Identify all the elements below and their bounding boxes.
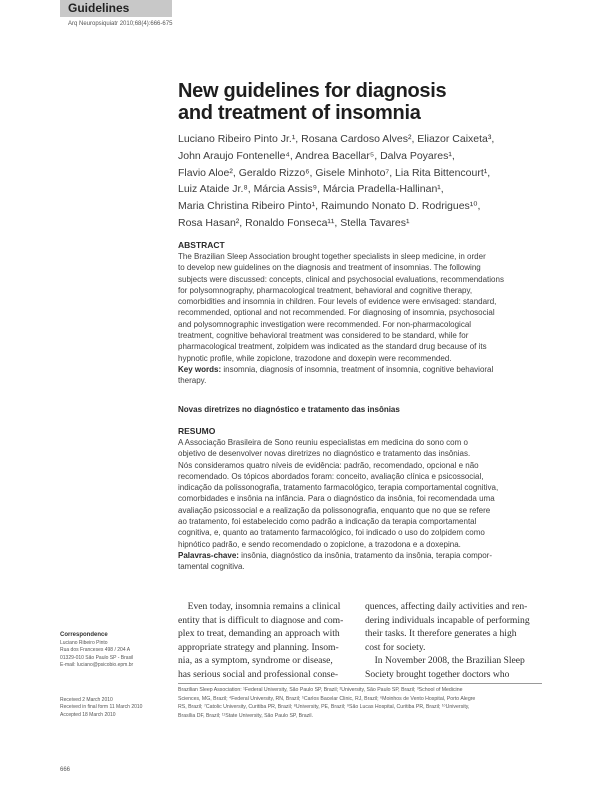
date-line: Received in final form 11 March 2010 — [60, 704, 143, 711]
affiliation-line: Sciences, MG, Brazil; ⁴Federal University, RN, Brazil; ⁵Carlos Bacelar Clinic, RJ, Brazil; ⁶Moinhos de Vento Hospital, Porto Alegre — [178, 695, 476, 702]
palavras-chave-label: Palavras-chave: — [178, 550, 239, 560]
abstract-keywords-cont: therapy. — [178, 376, 207, 386]
resumo-line: indicação da polissonografia, tratamento farmacológico, terapia comportamental cognitiva, — [178, 483, 499, 493]
keywords-text: insomnia, diagnosis of insomnia, treatment of insomnia, cognitive behavioral — [223, 364, 494, 374]
author-line: Flavio Aloe², Geraldo Rizzo⁶, Gisele Minhoto⁷, Lia Rita Bittencourt¹, — [178, 166, 491, 179]
body-line: Even today, insomnia remains a clinical — [178, 601, 341, 612]
affiliations — [178, 686, 542, 720]
footnote-divider — [178, 683, 542, 684]
affiliation-line: RS, Brazil; ⁷Catolic University, Curitiba PR, Brazil; ⁸University, PE, Brazil; ⁹São Lucas Hospital, Curitiba PR, Brazil; ¹⁰University, — [178, 704, 470, 711]
resumo-line: ao tratamento, foi estabelecido como padrão a indicação da terapia comportamental — [178, 517, 477, 527]
author-line: Rosa Hasan², Ronaldo Fonseca¹¹, Stella Tavares¹ — [178, 216, 410, 229]
body-line: plex to treat, demanding an approach with — [178, 628, 340, 639]
resumo-line: Nós consideramos quatro níveis de evidência: padrão, recomendado, opcional e não — [178, 460, 479, 470]
author-line: Maria Christina Ribeiro Pinto¹, Raimundo Nonato D. Rodrigues¹⁰, — [178, 200, 481, 213]
author-list — [178, 131, 558, 232]
portuguese-title: Novas diretrizes no diagnóstico e tratamento das insônias — [178, 405, 400, 414]
abstract-line: for polysomnography, pharmacological treatment, behavioral and cognitive therapy, — [178, 285, 473, 295]
resumo-line: comorbidades e insônia na infância. Para o diagnóstico da insônia, foi recomendada uma — [178, 494, 495, 504]
correspondence-line: Rua dos Franceses 498 / 204 A — [60, 647, 131, 654]
body-line: entity that is difficult to diagnose and com- — [178, 614, 344, 626]
body-line: appropriate strategy and planning. Insom- — [178, 641, 339, 653]
abstract-line: and polysomnographic investigation were recommended. For non-pharmacological — [178, 319, 472, 329]
resumo-line: objetivo de desenvolver novas diretrizes no diagnóstico e tratamento das insônias. — [178, 449, 471, 459]
keywords-label: Key words: — [178, 364, 222, 374]
submission-dates — [60, 697, 142, 719]
abstract-heading: ABSTRACT — [178, 240, 225, 250]
body-line: nia, as a symptom, syndrome or disease, — [178, 655, 333, 666]
resumo-heading: RESUMO — [178, 426, 216, 436]
resumo-line: A Associação Brasileira de Sono reuniu especialistas em medicina do sono com o — [178, 438, 468, 447]
resumo-keywords-cont: tamental cognitiva. — [178, 562, 245, 572]
correspondence-email: E-mail: luciano@psicobio.epm.br — [60, 661, 134, 668]
abstract-line: subjects were discussed: concepts, clinical and psychosocial evaluations, recommendations — [178, 274, 504, 284]
resumo-line: cognitiva, e, quanto ao tratamento farmacológico, foi indicado o uso do zolpidem como — [178, 528, 485, 538]
correspondence-heading: Correspondence — [60, 632, 108, 638]
date-line: Received 2 March 2010 — [60, 697, 113, 703]
body-line: In November 2008, the Brazilian Sleep — [365, 655, 525, 666]
abstract-line: pharmacological treatment, zolpidem was indicated as the standard drug because of its — [178, 342, 487, 352]
author-line: John Araujo Fontenelle⁴, Andrea Bacellar⁵, Dalva Poyares¹, — [178, 149, 455, 162]
correspondence — [60, 632, 170, 669]
page-number: 666 — [60, 767, 71, 773]
resumo-line: recomendado. Os tópicos abordados foram: conceito, avaliação clínica e psicossocial, — [178, 471, 484, 481]
title-line: and treatment of insomnia — [178, 102, 421, 124]
body-line: their tasks. It therefore generates a high — [365, 628, 517, 639]
palavras-chave-text: insônia, diagnóstico da insônia, tratamento da insônia, terapia compor- — [241, 550, 492, 560]
abstract — [178, 240, 542, 387]
body-line: Society brought together doctors who — [365, 668, 510, 680]
abstract-line: treatment, cognitive behavioral treatment was considered to be standard, while for — [178, 331, 469, 341]
affiliation-line: Brasília DF, Brazil; ¹¹State University, São Paulo SP, Brazil. — [178, 712, 314, 719]
title-line: New guidelines for diagnosis — [178, 80, 447, 102]
correspondence-line: Luciano Ribeiro Pinto — [60, 640, 108, 646]
abstract-line: comorbidities and insomnia in children. Four levels of evidence were envisaged: standard, — [178, 297, 497, 307]
body-column-right — [365, 600, 543, 681]
body-line: quences, affecting daily activities and ren- — [365, 601, 528, 612]
journal-reference: Arq Neuropsiquiatr 2010;68(4):666-675 — [68, 21, 173, 27]
body-line: dering individuals incapable of performing — [365, 614, 530, 626]
body-line: cost for society. — [365, 641, 426, 653]
correspondence-line: 01329-010 São Paulo SP - Brasil — [60, 654, 134, 661]
body-column-left — [178, 600, 356, 681]
section-label: Guidelines — [68, 1, 130, 15]
author-line: Luiz Ataide Jr.⁸, Márcia Assis⁹, Márcia Pradella-Hallinan¹, — [178, 183, 444, 196]
body-line: has serious social and professional conse- — [178, 668, 339, 680]
resumo — [178, 426, 542, 573]
article-title — [178, 80, 558, 124]
resumo-line: hipnótico padrão, e sendo recomendado o zopiclone, a trazodona e a doxepina. — [178, 539, 461, 549]
abstract-line: The Brazilian Sleep Association brought together specialists in sleep medicine, in order — [178, 252, 486, 261]
author-line: Luciano Ribeiro Pinto Jr.¹, Rosana Cardoso Alves², Eliazor Caixeta³, — [178, 133, 495, 145]
affiliation-line: Brazilian Sleep Association: ¹Federal University, São Paulo SP, Brazil; ²University, São Paulo SP, Brazil; ³School of Medicine — [178, 687, 463, 693]
resumo-line: avaliação psicossocial e a realização da polissonografia, enquanto que no que se refere — [178, 505, 491, 515]
date-line: Accepted 18 March 2010 — [60, 711, 116, 718]
abstract-line: hypnotic profile, while zopiclone, trazodone and doxepin were recommended. — [178, 353, 452, 363]
abstract-line: recommended, optional and not recommended. For diagnosing of insomnia, psychosocial — [178, 308, 495, 318]
abstract-keywords — [178, 364, 542, 375]
abstract-line: to develop new guidelines on the diagnosis and treatment of insomnias. The following — [178, 263, 481, 273]
resumo-keywords — [178, 550, 542, 561]
